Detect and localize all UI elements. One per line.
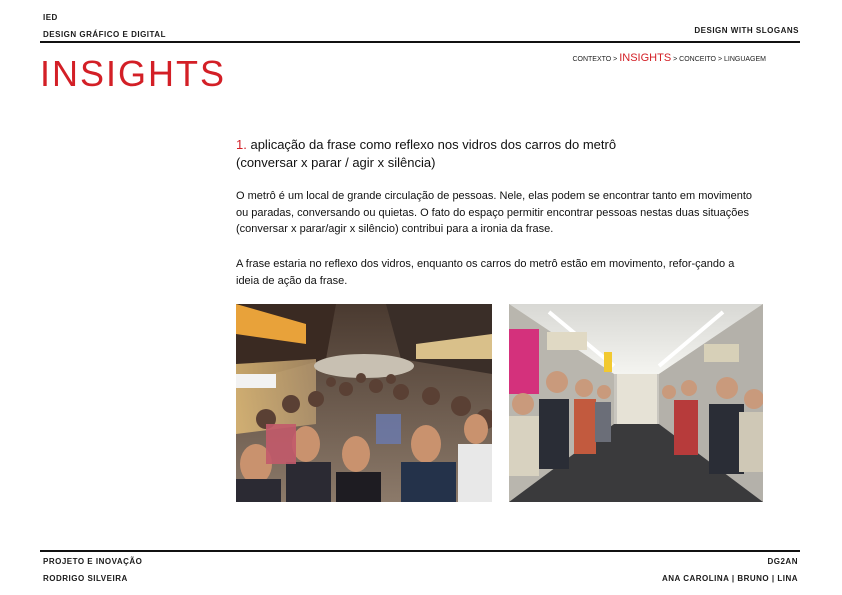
footer-teacher: RODRIGO SILVEIRA	[43, 574, 128, 583]
crowd-photo	[236, 304, 492, 502]
section-heading-line1: aplicação da frase como reflexo nos vidros dos carros do metrô	[250, 137, 617, 152]
footer-class: DG2AN	[767, 557, 798, 566]
breadcrumb-item-conceito[interactable]: CONCEITO	[679, 56, 716, 63]
section-number: 1.	[236, 137, 247, 152]
subway-car-photo	[509, 304, 763, 502]
breadcrumb-item-insights[interactable]: INSIGHTS	[619, 52, 672, 64]
header-project: DESIGN WITH SLOGANS	[694, 26, 799, 35]
header-rule	[40, 41, 800, 43]
section-paragraph-1: O metrô é um local de grande circulação de pessoas. Nele, elas podem se encontrar tanto em movimento ou paradas, conversando ou quietas. O fato do espaço permitir encontrar pessoas nestas duas situações (conversar x parar/agir x silêncio) contribui para a ironia da frase.	[236, 190, 753, 235]
footer-project: PROJETO E INOVAÇÃO	[43, 557, 143, 566]
breadcrumb-separator: >	[717, 56, 723, 63]
footer-rule	[40, 550, 800, 552]
breadcrumb-separator: >	[613, 56, 618, 63]
breadcrumb-separator: >	[673, 56, 678, 63]
breadcrumb-item-linguagem[interactable]: LINGUAGEM	[723, 56, 766, 63]
footer-authors: ANA CAROLINA | BRUNO | LINA	[661, 574, 798, 583]
header-course: DESIGN GRÁFICO E DIGITAL	[43, 30, 166, 39]
section-heading-line2: (conversar x parar / agir x silência)	[236, 155, 436, 170]
header-school: IED	[43, 13, 58, 22]
section-heading	[236, 136, 756, 172]
section-paragraph-2: A frase estaria no reflexo dos vidros, enquanto os carros do metrô estão em movimento, refor-çando a ideia de ação da frase.	[236, 258, 735, 287]
page-title: INSIGHTS	[40, 53, 227, 94]
breadcrumb-item-contexto[interactable]: CONTEXTO	[572, 56, 612, 63]
breadcrumb	[572, 52, 766, 64]
